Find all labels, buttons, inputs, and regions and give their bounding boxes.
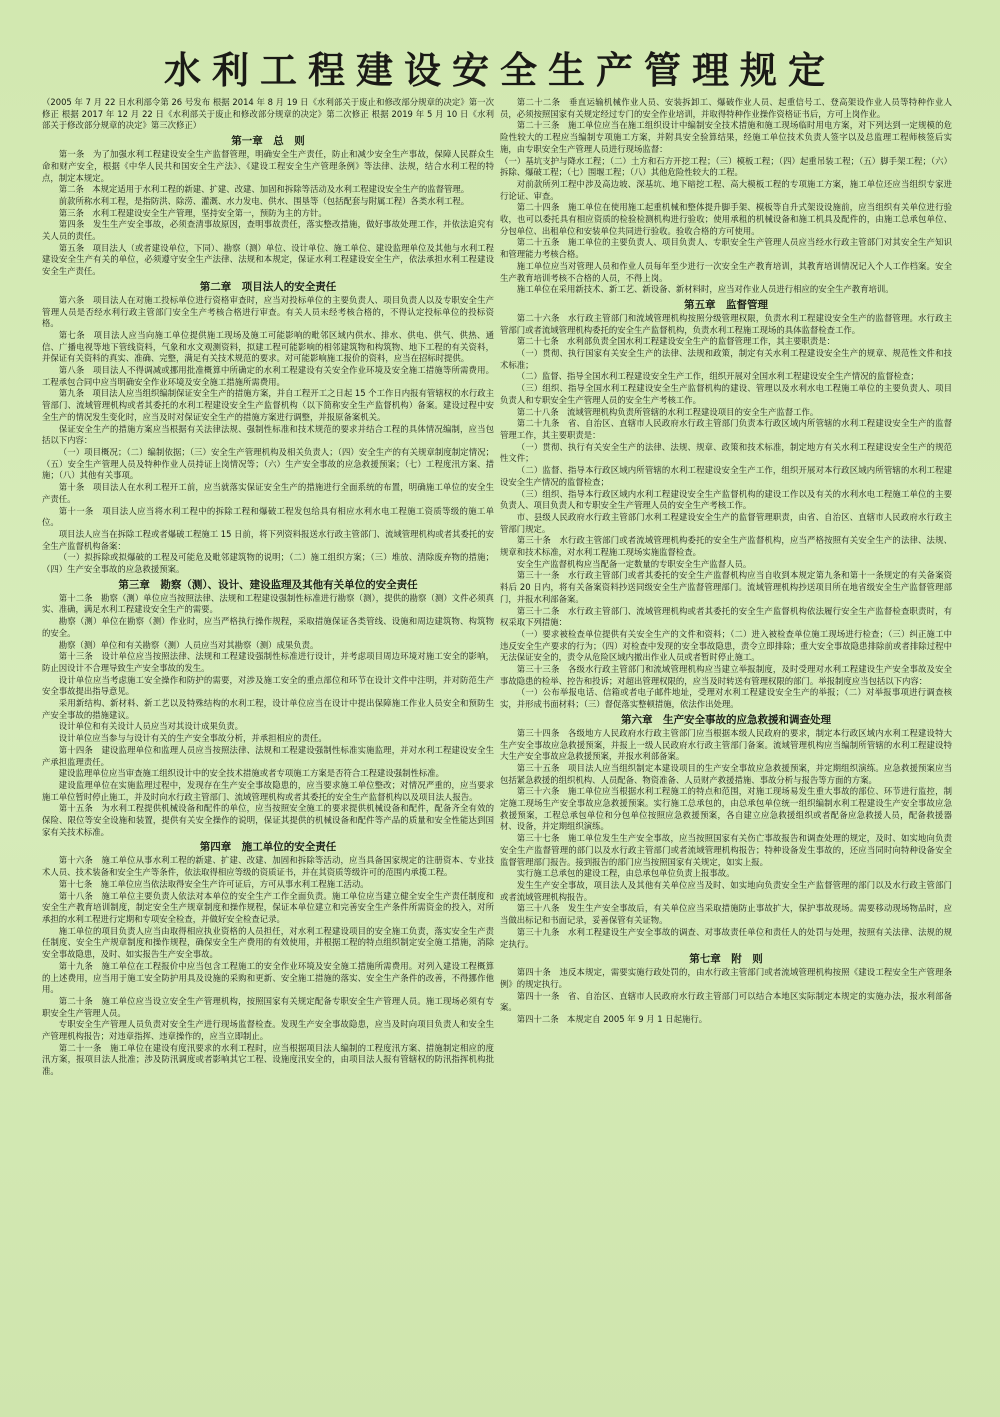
article-paragraph: 第三十三条 各级水行政主管部门和流域管理机构应当建立举报制度，及时受理对水利工程建设生产安全事故及安全事故隐患的检举、控告和投诉；对超出管理权限的，应当及时转送有管理权限的部门。举报制度应当包括以下内容： (500, 664, 952, 686)
article-paragraph: （一）项目概况；（二）编制依据；（三）安全生产管理机构及相关负责人；（四）安全生产的有关规章制度制定情况；（五）安全生产管理人员及特种作业人员持证上岗情况等；（六）生产安全事故的应急救援预案；（七）工程度汛方案、措施；（八）其他有关事项。 (42, 446, 494, 481)
article-paragraph: 第四十一条 省、自治区、直辖市人民政府水行政主管部门可以结合本地区实际制定本规定的实施办法，报水利部备案。 (500, 990, 952, 1013)
article-paragraph: 第九条 项目法人应当组织编制保证安全生产的措施方案，并自工程开工之日起 15 个工作日内报有管辖权的水行政主管部门、流域管理机构或者其委托的水利工程建设安全生产监督机构（以下简称安全生产监督机构）备案。建设过程中安全生产的情况发生变化时，应当及时对保证安全生产的措施方案进行调整，并报原备案机关。 (42, 388, 494, 422)
chapter-heading: 第二章 项目法人的安全责任 (199, 280, 337, 293)
article-paragraph: （三）组织、指导本行政区域内水利工程建设安全生产监督机构的建设工作以及有关的水利水电工程施工单位的主要负责人、项目负责人和专职安全生产管理人员的安全生产考核工作。 (500, 488, 952, 511)
article-paragraph: 第八条 项目法人不得调减或挪用批准概算中所确定的水利工程建设有关安全作业环境及安全施工措施等所需费用。工程承包合同中应当明确安全作业环境及安全施工措施所需费用。 (42, 365, 494, 387)
left-column (42, 97, 494, 1397)
article-paragraph: 保证安全生产的措施方案应当根据有关法律法规、强制性标准和技术规范的要求并结合工程的具体情况编制，应当包括以下内容： (42, 423, 494, 446)
article-paragraph: （二）监督、指导本行政区域内所管辖的水利工程建设安全生产工作，组织开展对本行政区域内所管辖的水利工程建设安全生产情况的监督检查； (500, 465, 952, 487)
article-paragraph: 第三十九条 水利工程建设生产安全事故的调查、对事故责任单位和责任人的处罚与处理，按照有关法律、法规的规定执行。 (500, 926, 952, 949)
article-paragraph: 第三十八条 发生生产安全事故后，有关单位应当采取措施防止事故扩大，保护事故现场。需要移动现场物品时，应当做出标记和书面记录，妥善保管有关证物。 (500, 903, 952, 926)
article-paragraph: 第十八条 施工单位主要负责人依法对本单位的安全生产工作全面负责。施工单位应当建立健全安全生产责任制度和安全生产教育培训制度，制定安全生产规章制度和操作规程，保证本单位建立和完善安全生产条件所需资金的投入，对所承担的水利工程进行定期和专项安全检查，并做好安全检查记录。 (42, 890, 494, 924)
article-paragraph: （一）拟拆除或拟爆破的工程及可能危及毗邻建筑物的说明；（二）施工组织方案；（三）堆放、清除废弃物的措施；（四）生产安全事故的应急救援预案。 (42, 552, 494, 575)
article-paragraph: 第十条 项目法人在水利工程开工前，应当就落实保证安全生产的措施进行全面系统的布置，明确施工单位的安全生产责任。 (42, 482, 494, 504)
article-paragraph: 第十六条 施工单位从事水利工程的新建、扩建、改建、加固和拆除等活动，应当具备国家规定的注册资本、专业技术人员、技术装备和安全生产等条件，依法取得相应等级的资质证书，并在其资质等级许可的范围内承揽工程。 (42, 855, 494, 878)
article-paragraph: 第十九条 施工单位在工程报价中应当包含工程施工的安全作业环境及安全施工措施所需费用。对列入建设工程概算的上述费用，应当用于施工安全防护用具及设施的采购和更新、安全施工措施的落实、安全生产条件的改善，不得挪作他用。 (42, 960, 494, 995)
chapter-heading: 第六章 生产安全事故的应急救援和调查处理 (621, 713, 831, 726)
article-paragraph: 施工单位应当对管理人员和作业人员每年至少进行一次安全生产教育培训，其教育培训情况记入个人工作档案。安全生产教育培训考核不合格的人员，不得上岗。 (500, 260, 952, 283)
article-paragraph: 设计单位应当参与与设计有关的生产安全事故分析，并承担相应的责任。 (58, 733, 327, 744)
chapter-heading: 第四章 施工单位的安全责任 (199, 841, 337, 854)
article-paragraph: （三）组织、指导全国水利工程建设安全生产监督机构的建设、管理以及水利水电工程施工单位的主要负责人、项目负责人和专职安全生产管理人员的安全生产考核工作。 (500, 383, 952, 405)
article-paragraph: 第十三条 设计单位应当按照法律、法规和工程建设强制性标准进行设计，并考虑项目周边环境对施工安全的影响，防止因设计不合理导致生产安全事故的发生。 (42, 651, 494, 673)
article-paragraph: 施工单位的项目负责人应当由取得相应执业资格的人员担任，对水利工程建设项目的安全施工负责，落实安全生产责任制度、安全生产规章制度和操作规程，确保安全生产费用的有效使用，并根据工程的特点组织制定安全施工措施，消除安全事故隐患，及时、如实报告生产安全事故。 (42, 925, 494, 960)
article-paragraph: 第十四条 建设监理单位和监理人员应当按照法律、法规和工程建设强制性标准实施监理，并对水利工程建设安全生产承担监理责任。 (42, 744, 494, 767)
article-paragraph: 市、县级人民政府水行政主管部门水利工程建设安全生产的监督管理职责，由省、自治区、直辖市人民政府水行政主管部门规定。 (500, 511, 952, 534)
article-paragraph: 设计单位和有关设计人员应当对其设计成果负责。 (58, 721, 244, 732)
article-paragraph: 发生生产安全事故，项目法人及其他有关单位应当及时、如实地向负责安全生产监督管理的部门以及水行政主管部门或者流域管理机构报告。 (500, 880, 952, 902)
article-paragraph: 第三十条 水行政主管部门或者流域管理机构委托的安全生产监督机构，应当严格按照有关安全生产的法律、法规、规章和技术标准，对水利工程施工现场实施监督检查。 (500, 535, 952, 558)
article-paragraph: 第二十九条 省、自治区、直辖市人民政府水行政主管部门负责本行政区域内所管辖的水利工程建设安全生产的监督管理工作，其主要职责是： (500, 418, 952, 440)
article-paragraph: 第二十二条 垂直运输机械作业人员、安装拆卸工、爆破作业人员、起重信号工、登高架设作业人员等特种作业人员，必须按照国家有关规定经过专门的安全作业培训，并取得特种作业操作资格证书后，方可上岗作业。 (500, 97, 952, 119)
article-paragraph: 第二十一条 施工单位在建设有度汛要求的水利工程时，应当根据项目法人编制的工程度汛方案、措施制定相应的度汛方案，报项目法人批准；涉及防汛调度或者影响其它工程、设施度汛安全的，由项目法人报有管辖权的防汛指挥机构批准。 (42, 1042, 494, 1077)
right-column (500, 97, 952, 1397)
article-paragraph: 第二十六条 水行政主管部门和流域管理机构按照分级管理权限，负责水利工程建设安全生产的监督管理。水行政主管部门或者流域管理机构委托的安全生产监督机构，负责水利工程施工现场的具体监督检查工作。 (500, 312, 952, 335)
article-paragraph: 第三十四条 各级地方人民政府水行政主管部门应当根据本级人民政府的要求，制定本行政区域内水利工程建设特大生产安全事故应急救援预案，并报上一级人民政府水行政主管部门备案。流域管理机构应当编制所管辖的水利工程建设特大生产安全事故应急救援预案，并报水利部备案。 (500, 727, 952, 762)
article-paragraph: 实行施工总承包的建设工程，由总承包单位负责上报事故。 (516, 868, 735, 879)
article-paragraph: （一）贯彻、执行国家有关安全生产的法律、法规和政策，制定有关水利工程建设安全生产的规章、规范性文件和技术标准； (500, 348, 952, 370)
article-paragraph: 第二条 本规定适用于水利工程的新建、扩建、改建、加固和拆除等活动及水利工程建设安全生产的监督管理。 (58, 184, 470, 195)
subtitle: （2005 年 7 月 22 日水利部令第 26 号发布 根据 2014 年 8 月 19 日《水利部关于废止和修改部分规章的决定》第一次修正 根据 2017 年 12 月 22 日《水利部关于废止和修改部分规章的决定》第二次修正 根据 2019 年 5 月 10 日《水利部关于修改部分规章的决定》第三次修正） (42, 97, 494, 131)
article-paragraph: 第二十五条 施工单位的主要负责人、项目负责人、专职安全生产管理人员应当经水行政主管部门对其安全生产知识和管理能力考核合格。 (500, 237, 952, 260)
right-column-content (500, 97, 952, 1026)
article-paragraph: 第四十条 违反本规定，需要实施行政处罚的，由水行政主管部门或者流域管理机构按照《建设工程安全生产管理条例》的规定执行。 (500, 967, 952, 989)
article-paragraph: 第十五条 为水利工程提供机械设备和配件的单位，应当按照安全施工的要求提供机械设备和配件，配备齐全有效的保险、限位等安全设施和装置，提供有关安全操作的说明，保证其提供的机械设备和配件等产品的质量和安全性能达到国家有关技术标准。 (42, 803, 494, 837)
article-paragraph: 第十二条 勘察（测）单位应当按照法律、法规和工程建设强制性标准进行勘察（测），提供的勘察（测）文件必须真实、准确，满足水利工程建设安全生产的需要。 (42, 592, 494, 615)
article-paragraph: 第二十四条 施工单位在使用施工起重机械和整体提升脚手架、模板等自升式架设设施前，应当组织有关单位进行验收，也可以委托具有相应资质的检验检测机构进行验收；使用承租的机械设备和施工机具及配件的，由施工总承包单位、分包单位、出租单位和安装单位共同进行验收。验收合格的方可使用。 (500, 202, 952, 236)
article-paragraph: 第十一条 项目法人应当将水利工程中的拆除工程和爆破工程发包给具有相应水利水电工程施工资质等级的施工单位。 (42, 505, 494, 528)
article-paragraph: 第四条 发生生产安全事故，必须查清事故原因，查明事故责任，落实整改措施，做好事故处理工作，并依法追究有关人员的责任。 (42, 219, 494, 242)
article-paragraph: 专职安全生产管理人员负责对安全生产进行现场监督检查。发现生产安全事故隐患，应当及时向项目负责人和安全生产管理机构报告；对违章指挥、违章操作的，应当立即制止。 (42, 1019, 494, 1042)
article-paragraph: 第一条 为了加强水利工程建设安全生产监督管理，明确安全生产责任，防止和减少安全生产事故，保障人民群众生命和财产安全，根据《中华人民共和国安全生产法》、《建设工程安全生产管理条例》等法律、法规，结合水利工程的特点，制定本规定。 (42, 149, 494, 183)
left-column-content (42, 134, 494, 1078)
article-paragraph: （一）贯彻、执行有关安全生产的法律、法规、规章、政策和技术标准，制定地方有关水利工程建设安全生产的规范性文件； (500, 441, 952, 464)
article-paragraph: （二）监督、指导全国水利工程建设安全生产工作，组织开展对全国水利工程建设安全生产情况的监督检查； (516, 371, 919, 382)
article-paragraph: 勘察（测）单位和有关勘察（测）人员应当对其勘察（测）成果负责。 (58, 639, 319, 650)
article-paragraph: 安全生产监督机构应当配备一定数量的专职安全生产监督人员。 (516, 558, 752, 569)
article-paragraph: 第二十七条 水利部负责全国水利工程建设安全生产的监督管理工作，其主要职责是： (516, 336, 836, 347)
article-paragraph: 设计单位应当考虑施工安全操作和防护的需要，对涉及施工安全的重点部位和环节在设计文件中注明，并对防范生产安全事故提出指导意见。 (42, 674, 494, 697)
article-paragraph: 第四十二条 本规定自 2005 年 9 月 1 日起施行。 (516, 1014, 708, 1025)
article-paragraph: 建设监理单位在实施监理过程中，发现存在生产安全事故隐患的，应当要求施工单位整改；对情况严重的，应当要求施工单位暂时停止施工，并及时向水行政主管部门、流域管理机构或者其委托的安全生产监督机构以及项目法人报告。 (42, 779, 494, 802)
article-paragraph: 第三十七条 施工单位发生生产安全事故，应当按照国家有关伤亡事故报告和调查处理的规定，及时、如实地向负责安全生产监督管理的部门以及水行政主管部门或者流域管理机构报告；特种设备发生事故的，还应当同时向特种设备安全监督管理部门报告。接到报告的部门应当按照国家有关规定，如实上报。 (500, 833, 952, 867)
article-paragraph: 第三十二条 水行政主管部门、流域管理机构或者其委托的安全生产监督机构依法履行安全生产监督检查职责时，有权采取下列措施： (500, 605, 952, 628)
article-paragraph: 第五条 项目法人（或者建设单位，下同）、勘察（测）单位、设计单位、施工单位、建设监理单位及其他与水利工程建设安全生产有关的单位，必须遵守安全生产法律、法规和本规定，保证水利工程建设安全生产，依法承担水利工程建设安全生产责任。 (42, 242, 494, 277)
article-paragraph: （一）要求被检查单位提供有关安全生产的文件和资料；（二）进入被检查单位施工现场进行检查；（三）纠正施工中违反安全生产要求的行为；（四）对检查中发现的安全事故隐患，责令立即排除；重大安全事故隐患排除前或者排除过程中无法保证安全的，责令从危险区域内撤出作业人员或者暂时停止施工。 (500, 628, 952, 663)
article-paragraph: （一）基坑支护与降水工程；（二）土方和石方开挖工程；（三）模板工程；（四）起重吊装工程；（五）脚手架工程；（六）拆除、爆破工程；（七）围堰工程；（八）其他危险性较大的工程。 (500, 155, 952, 178)
article-paragraph: 第三十一条 水行政主管部门或者其委托的安全生产监督机构应当自收到本规定第九条和第十一条规定的有关备案资料后 20 日内，将有关备案资料抄送同级安全生产监督管理部门。流域管理机构抄送项目所在地省级安全生产监督管理部门，并报水利部备案。 (500, 570, 952, 604)
article-paragraph: 建设监理单位应当审查施工组织设计中的安全技术措施或者专项施工方案是否符合工程建设强制性标准。 (58, 768, 445, 779)
article-paragraph: 第十七条 施工单位应当依法取得安全生产许可证后，方可从事水利工程施工活动。 (58, 878, 369, 889)
article-paragraph: 采用新结构、新材料、新工艺以及特殊结构的水利工程，设计单位应当在设计中提出保障施工作业人员安全和预防生产安全事故的措施建议。 (42, 698, 494, 720)
chapter-heading: 第五章 监督管理 (684, 298, 768, 311)
article-paragraph: 第二十八条 流域管理机构负责所管辖的水利工程建设项目的安全生产监督工作。 (516, 406, 819, 417)
article-paragraph: 第七条 项目法人应当向施工单位提供施工现场及施工可能影响的毗邻区域内供水、排水、供电、供气、供热、通信、广播电视等地下管线资料，气象和水文观测资料，拟建工程可能影响的相邻建筑物和构筑物、地下工程的有关资料，并保证有关资料的真实、准确、完整，满足有关技术规范的要求。对可能影响施工报价的资料，应当在招标时提供。 (42, 329, 494, 364)
article-paragraph: 第三十五条 项目法人应当组织制定本建设项目的生产安全事故应急救援预案，并定期组织演练。应急救援预案应当包括紧急救援的组织机构、人员配备、物资准备、人员财产救援措施、事故分析与报告等方面的方案。 (500, 762, 952, 785)
article-paragraph: 第三条 水利工程建设安全生产管理，坚持安全第一，预防为主的方针。 (58, 207, 327, 218)
article-paragraph: 第三十六条 施工单位应当根据水利工程施工的特点和范围，对施工现场易发生重大事故的部位、环节进行监控，制定施工现场生产安全事故应急救援预案。实行施工总承包的，由总承包单位统一组织编制水利工程建设生产安全事故应急救援预案，工程总承包单位和分包单位按照应急救援预案，各自建立应急救援组织或者配备应急救援人员，配备救援器材、设备，并定期组织演练。 (500, 786, 952, 832)
article-paragraph: 第二十条 施工单位应当设立安全生产管理机构，按照国家有关规定配备专职安全生产管理人员。施工现场必须有专职安全生产管理人员。 (42, 995, 494, 1018)
article-paragraph: 前款所称水利工程，是指防洪、除涝、灌溉、水力发电、供水、围垦等（包括配套与附属工程）各类水利工程。 (58, 195, 470, 206)
chapter-heading: 第一章 总 则 (231, 135, 305, 148)
chapter-heading: 第三章 勘察（测）、设计、建设监理及其他有关单位的安全责任 (118, 578, 418, 591)
article-paragraph: 第六条 项目法人在对施工投标单位进行资格审查时，应当对投标单位的主要负责人、项目负责人以及专职安全生产管理人员是否经水利行政主管部门安全生产考核合格进行审查。有关人员未经考核合格的，不得认定投标单位的投标资格。 (42, 294, 494, 329)
article-paragraph: 施工单位在采用新技术、新工艺、新设备、新材料时，应当对作业人员进行相应的安全生产教育培训。 (516, 284, 894, 295)
article-paragraph: 第二十三条 施工单位应当在施工组织设计中编制安全技术措施和施工现场临时用电方案，对下列达到一定规模的危险性较大的工程应当编制专项施工方案，并附具安全验算结果，经施工单位技术负责人签字以及总监理工程师核签后实施，由专职安全生产管理人员进行现场监督： (500, 120, 952, 154)
article-paragraph: 勘察（测）单位在勘察（测）作业时，应当严格执行操作规程，采取措施保证各类管线、设施和周边建筑物、构筑物的安全。 (42, 616, 494, 638)
page-title: 水利工程建设安全生产管理规定 (164, 48, 836, 92)
article-paragraph: （一）公布举报电话、信箱或者电子邮件地址，受理对水利工程建设安全生产的举报；（二）对举报事项进行调查核实，并形成书面材料；（三）督促落实整顿措施，依法作出处理。 (500, 687, 952, 710)
article-paragraph: 项目法人应当在拆除工程或者爆破工程施工 15 日前，将下列资料报送水行政主管部门、流域管理机构或者其委托的安全生产监督机构备案： (42, 528, 494, 551)
chapter-heading: 第七章 附 则 (689, 953, 763, 966)
article-paragraph: 对前款所列工程中涉及高边坡、深基坑、地下暗挖工程、高大模板工程的专项施工方案，施工单位还应当组织专家进行论证、审查。 (500, 178, 952, 201)
